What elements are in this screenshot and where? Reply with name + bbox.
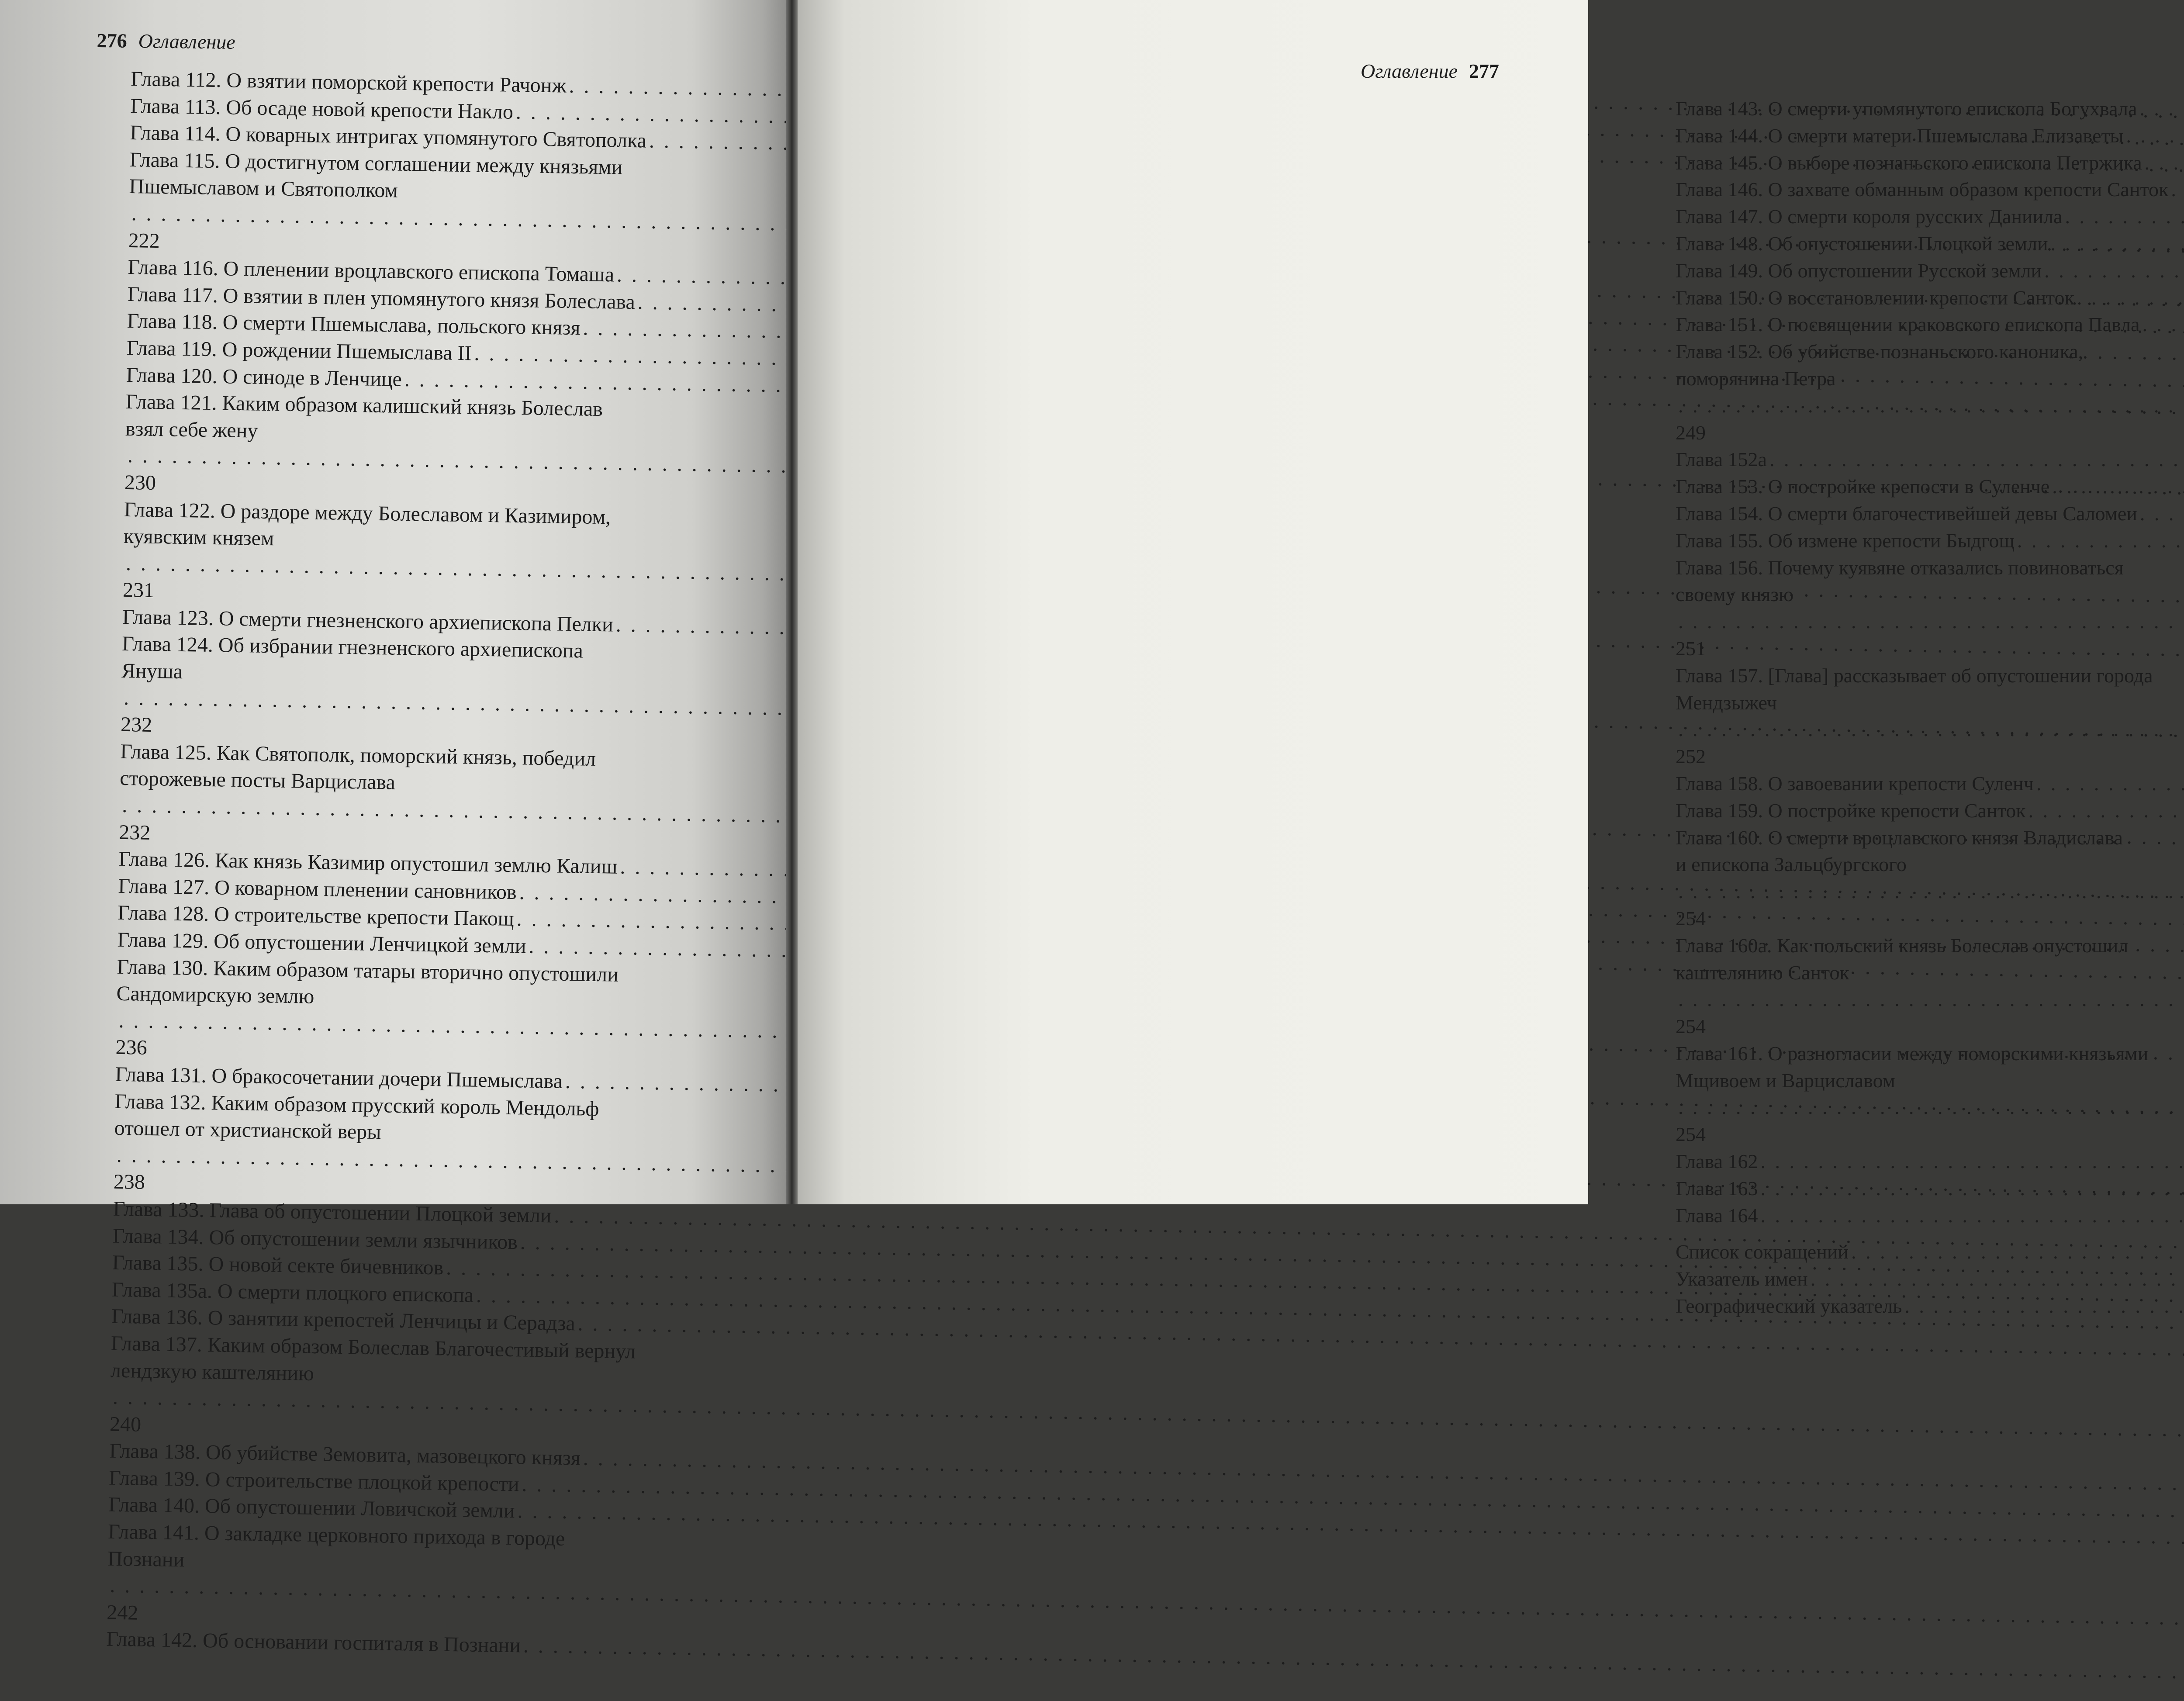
toc-entry-title: Глава 154. О смерти благочестивейшей девы Саломеи [1676,500,2137,527]
dot-leader [2126,122,2184,149]
toc-entry-title: Глава 142. Об основании госпиталя в Познани [106,1626,521,1659]
toc-entry-title: Глава 140. Об опустошении Ловичской земли [108,1491,515,1525]
dot-leader [1678,608,2184,635]
toc-entry [1676,770,2184,797]
toc-entry [1676,1148,2184,1175]
dot-leader [1811,1265,2184,1293]
toc-entry-title: Глава 138. Об убийстве Земовита, мазовецкого князя [109,1438,581,1472]
toc-entry-title: отошел от христианской веры [114,1115,381,1146]
toc-entry-title-line: Глава 160. О смерти вроцлавского князя Владислава [1676,824,2184,851]
toc-entry-title: Сандомирскую землю [116,980,314,1010]
toc-entry-title: Глава 139. О строительстве плоцкой крепости [109,1464,519,1497]
toc-entry-page: 238 [113,1169,145,1196]
toc-entry [113,1088,740,1205]
toc-entry [119,738,745,856]
toc-entry-title: куявским князем [124,523,274,552]
dot-leader [2052,473,2184,500]
toc-entry [1676,662,2184,770]
toc-entry-title: Глава 159. О постройке крепости Санток [1676,797,2026,824]
toc-entry [1676,932,2184,1040]
left-page [0,0,786,1204]
toc-entry [1676,203,2184,230]
toc-entry-title: Глава 114. О коварных интригах упомянутого Святополка [130,119,646,154]
toc-entry-title: Глава 162 [1676,1148,1758,1175]
toc-entry-title: Глава 147. О смерти короля русских Даниила [1676,203,2063,230]
dot-leader [2028,797,2184,824]
dot-leader [110,1572,2184,1639]
toc-entry [107,1518,733,1636]
toc-entry-page: 240 [110,1411,142,1438]
dot-leader [1678,986,2184,1013]
toc-entry-title-line: Глава 121. Каким образом калишский князь Болеслав [125,388,750,425]
toc-entry-title: Пшемыславом и Святополком [129,173,398,204]
toc-entry-page: 232 [119,819,151,846]
toc-entry-title: и епископа Зальцбургского [1676,851,1907,878]
dot-leader [2017,527,2184,554]
toc-entry-title: Глава 119. О рождении Пшемыслава II [126,335,472,367]
dot-leader [1761,1175,2184,1202]
dot-leader [2044,257,2184,284]
toc-entry-title: Глава 150. О восстановлении крепости Санток [1676,284,2074,311]
right-page-number: 277 [1469,60,1499,82]
toc-entry [1676,338,2184,446]
toc-entry [1676,149,2184,176]
toc-entry-title: Глава 131. О бракосочетании дочери Пшемыслава [115,1061,563,1095]
dot-leader [2143,311,2184,338]
toc-entry-title: Указатель имен [1676,1265,1808,1293]
toc-entry [1676,122,2184,149]
dot-leader [1678,392,2184,419]
toc-entry [1676,1265,2184,1293]
toc-entry-title: сторожевые посты Варцислава [120,765,395,796]
dot-leader [2140,500,2184,527]
toc-entry-title: Глава 120. О синоде в Ленчице [126,361,402,392]
toc-entry [1676,473,2184,500]
dot-leader [1761,1202,2184,1229]
left-page-number: 276 [97,29,127,52]
toc-entry-title: Глава 135а. О смерти плоцкого епископа [111,1276,473,1309]
toc-entry [115,953,742,1071]
toc-entry-title: Глава 126. Как князь Казимир опустошил землю Калиш [118,846,618,881]
toc-entry-title: Глава 164 [1676,1202,1758,1229]
toc-entry-title-line: Глава 122. О раздоре между Болеславом и Казимиром, [124,496,749,532]
toc-entry-title-line: Глава 160а. Как польский князь Болеслав опустошил [1676,932,2184,959]
dot-leader [1678,878,2184,905]
dot-leader [2065,203,2184,230]
toc-entry-title: Глава 127. О коварном пленении сановников [118,873,517,906]
right-toc-list [1676,95,2184,1320]
left-toc-list [106,66,756,1663]
toc-entry-page: 232 [121,711,152,739]
toc-entry-title-line: Глава 115. О достигнутом соглашении между князьями [129,146,754,183]
right-page [798,0,1588,1204]
toc-entry-title-line: Глава 161. О разногласии между поморскими князьями [1676,1040,2184,1067]
toc-entry [1676,446,2184,473]
toc-entry-title: Глава 133. Глава об опустошении Плоцкой земли [113,1196,552,1229]
toc-entry-page: 222 [128,227,160,255]
toc-entry-title: Мендзыжеч [1676,689,1777,716]
toc-entry-page: 254 [1676,1121,1706,1148]
toc-entry-title: Глава 163 [1676,1175,1758,1202]
toc-entry-page: 242 [107,1599,138,1626]
toc-entry-page: 230 [124,469,156,497]
toc-entry-page: 231 [123,577,155,604]
dot-leader [113,1384,2184,1450]
dot-leader [2139,95,2184,122]
toc-entry [1676,95,2184,122]
toc-entry [1676,257,2184,284]
toc-entry-title: поморянина Петра [1676,365,1836,392]
toc-entry-title: Мщивоем и Варциславом [1676,1067,1895,1094]
dot-leader [2051,230,2184,257]
dot-leader [1769,446,2184,473]
toc-entry-title-line: Глава 132. Каким образом прусский король Мендольф [114,1088,740,1124]
toc-entry-title: Глава 123. О смерти гнезненского архиепископа Пелки [122,604,614,638]
toc-entry-title: Глава 144. О смерти матери Пшемыслава Елизаветы [1676,122,2124,149]
toc-entry [123,496,749,613]
toc-entry [1676,500,2184,527]
toc-entry-title: Глава 118. О смерти Пшемыслава, польского князя [127,308,581,342]
toc-entry [1676,1238,2184,1265]
right-running-head [1361,59,1499,83]
toc-entry-title: Глава 148. Об опустошении Плоцкой земли [1676,230,2048,257]
toc-entry-title: Глава 143. О смерти упомянутого епископа Богухвала [1676,95,2137,122]
toc-entry-title-line: Глава 152. Об убийстве познаньского каноника, [1676,338,2184,365]
toc-entry-title: Познани [107,1545,185,1573]
toc-entry-title-line: Глава 157. [Глава] рассказывает об опустошении города [1676,662,2184,689]
toc-entry-title: Глава 145. О выборе познаньского епископа Петржика [1676,149,2142,176]
toc-entry-title-line: Глава 156. Почему куявяне отказались повиноваться [1676,554,2184,581]
toc-entry-title: Глава 158. О завоевании крепости Суленч [1676,770,2034,797]
toc-entry-title: Глава 135. О новой секте бичевников [112,1249,443,1281]
toc-entry-title: Глава 112. О взятии поморской крепости Рачонж [131,66,567,99]
toc-entry-title: Глава 149. Об опустошении Русской земли [1676,257,2042,284]
toc-entry-page: 251 [1676,635,1706,662]
toc-entry [121,630,747,748]
toc-entry-title-line: Глава 125. Как Святополк, поморский князь, победил [120,738,745,775]
dot-leader [523,1632,2184,1699]
toc-entry [1676,1293,2184,1320]
toc-entry [1676,1175,2184,1202]
toc-entry-title-line: Глава 141. О закладке церковного прихода в городе [108,1518,733,1555]
book-gutter [786,0,798,1204]
toc-entry-title: лендзкую каштелянию [111,1357,314,1387]
toc-entry-title: Список сокращений [1676,1238,1849,1265]
toc-entry [1676,1202,2184,1229]
toc-entry-title: Глава 117. О взятии в плен упомянутого князя Болеслава [127,281,635,316]
toc-entry-page: 252 [1676,743,1706,770]
toc-entry-title: Глава 134. Об опустошении земли язычников [112,1222,518,1255]
toc-entry-page: 236 [115,1034,147,1061]
left-running-title: Оглавление [138,30,235,53]
toc-entry-title: своему князю [1676,581,1794,608]
toc-entry-title: Глава 128. О строительстве крепости Пакощ [117,899,514,933]
toc-entry [1676,824,2184,932]
dot-leader [1678,716,2184,743]
toc-entry-page: 254 [1676,1013,1706,1040]
toc-entry-page: 249 [1676,419,1706,446]
toc-entry-title: Глава 146. О захвате обманным образом крепости Санток [1676,176,2168,203]
toc-entry [1676,284,2184,311]
toc-entry-page: 254 [1676,905,1706,932]
toc-entry [128,146,754,264]
toc-entry [110,1330,736,1448]
toc-entry [1676,176,2184,203]
dot-leader [2171,176,2184,203]
dot-leader [1761,1148,2184,1175]
toc-entry-title: каштелянию Санток [1676,959,1849,986]
toc-entry [1676,230,2184,257]
toc-entry-title: Географический указатель [1676,1293,1902,1320]
toc-entry-title: Глава 136. О занятии крепостей Ленчицы и Серадза [111,1303,576,1337]
toc-entry-title: Глава 155. Об измене крепости Быдгощ [1676,527,2015,554]
toc-entry [1676,797,2184,824]
toc-entry-title: Глава 153. О постройке крепости в Суленче [1676,473,2049,500]
toc-entry-title-line: Глава 130. Каким образом татары вторично опустошили [117,953,742,990]
toc-entry-title-line: Глава 137. Каким образом Болеслав Благочестивый вернул [111,1330,736,1367]
toc-entry-title: Глава 113. Об осаде новой крепости Накло [130,93,513,125]
toc-entry-title: Глава 152а [1676,446,1767,473]
toc-entry-title: Януша [121,657,183,685]
dot-leader [1904,1293,2184,1320]
toc-entry [124,388,751,506]
toc-entry [1676,554,2184,662]
toc-entry [1676,527,2184,554]
toc-entry-title: Глава 151. О посвящении краковского епископа Павла [1676,311,2140,338]
section-gap [1676,1229,2184,1238]
dot-leader [1678,1094,2184,1121]
dot-leader [2077,284,2184,311]
dot-leader [2036,770,2184,797]
toc-entry [1676,311,2184,338]
toc-entry-title: Глава 116. О пленении вроцлавского епископа Томаша [128,254,614,288]
right-running-title: Оглавление [1361,60,1458,82]
dot-leader [2145,149,2184,176]
dot-leader [1851,1238,2184,1265]
toc-entry [1676,1040,2184,1148]
toc-entry-title-line: Глава 124. Об избрании гнезненского архиепископа [122,630,747,667]
toc-entry-title: Глава 129. Об опустошении Ленчицкой земли [117,927,526,960]
toc-entry-title: взял себе жену [125,415,258,444]
left-running-head [97,29,235,54]
